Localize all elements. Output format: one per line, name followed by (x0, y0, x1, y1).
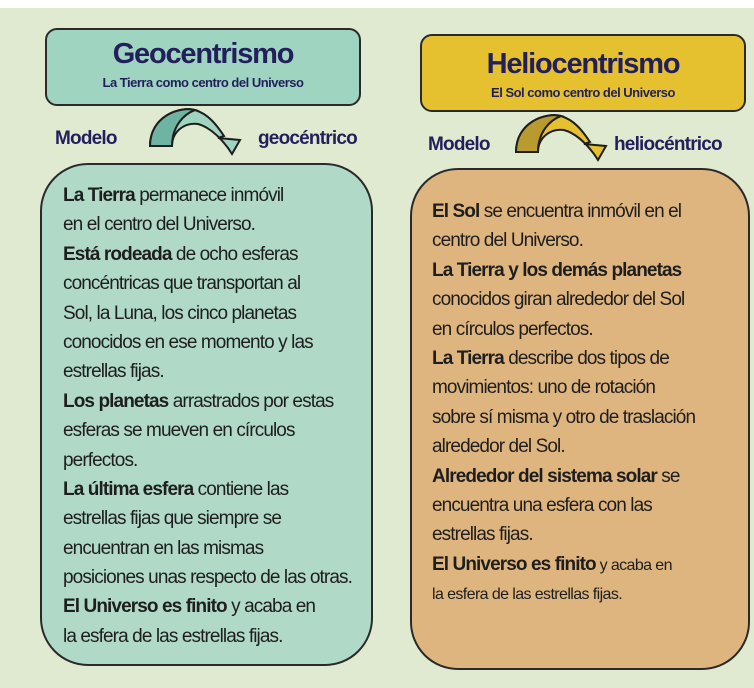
helio-model-label: Modelo (428, 134, 490, 155)
helio-model-type: heliocéntrico (614, 134, 722, 155)
line-text: permanece inmóvil (134, 185, 284, 206)
text-line (432, 285, 695, 314)
text-line (432, 373, 695, 402)
text-line (63, 357, 352, 386)
text-line (63, 446, 352, 475)
line-text: y acaba en (226, 596, 316, 618)
bold-phrase: Los planetas (63, 390, 169, 412)
text-line (63, 622, 352, 651)
text-line (63, 328, 352, 357)
bold-phrase: La Tierra (432, 347, 504, 369)
text-line (432, 550, 695, 579)
text-line (432, 432, 695, 461)
line-text: describe dos tipos de (503, 347, 669, 369)
text-line (63, 534, 352, 563)
line-text: posiciones unas respecto de las otras. (63, 567, 352, 589)
bold-phrase: El Universo es finito (63, 596, 227, 618)
line-text: y acaba en (595, 556, 672, 574)
geocentrismo-subtitle: La Tierra como centro del Universo (102, 75, 304, 90)
helio-curved-arrow-icon (506, 110, 616, 166)
heliocentrismo-subtitle: El Sol como centro del Universo (491, 85, 675, 100)
line-text: concéntricas que transportan al (63, 273, 301, 295)
line-text: de ocho esferas (171, 243, 298, 265)
line-text: perfectos. (63, 449, 138, 471)
heliocentrismo-text (432, 197, 695, 608)
text-line (432, 197, 695, 226)
text-line (63, 210, 352, 239)
text-line (432, 344, 695, 373)
text-line (63, 592, 352, 621)
text-line (432, 462, 695, 491)
text-line (432, 520, 695, 549)
line-text: la esfera de las estrellas fijas. (63, 625, 283, 647)
line-text: encuentran en las mismas (63, 537, 264, 559)
line-text: la esfera de las estrellas fijas. (432, 586, 623, 604)
bold-phrase: Está rodeada (63, 243, 172, 265)
geocentrismo-description-box (40, 163, 373, 666)
text-line (63, 269, 352, 298)
geocentrismo-text (63, 181, 352, 651)
text-line (432, 403, 695, 432)
bold-phrase: La Tierra y los demás planetas (432, 259, 682, 281)
text-line (63, 416, 352, 445)
line-text: en el centro del Universo. (63, 214, 256, 236)
text-line (63, 563, 352, 592)
line-text: sobre sí misma y otro de traslación (432, 406, 696, 428)
bold-phrase: La última esfera (63, 478, 194, 500)
line-text: movimientos: uno de rotación (432, 377, 655, 399)
geo-model-type: geocéntrico (258, 128, 357, 149)
geocentrismo-header (45, 28, 361, 106)
line-text: arrastrados por estas (168, 390, 334, 412)
text-line (432, 256, 695, 285)
line-text: alrededor del Sol. (432, 436, 565, 458)
line-text: se encuentra inmóvil en el (479, 201, 682, 222)
line-text: contiene las (193, 478, 289, 500)
heliocentrismo-title: Heliocentrismo (486, 48, 680, 80)
line-text: estrellas fijas que siempre se (63, 508, 281, 530)
text-line (432, 315, 695, 344)
geo-model-label: Modelo (55, 128, 117, 149)
line-text: encuentra una esfera con las (432, 494, 652, 516)
text-line (63, 240, 352, 269)
text-line (63, 387, 352, 416)
line-text: estrellas fijas. (432, 524, 533, 546)
line-text: centro del Universo. (432, 230, 583, 252)
line-text: conocidos en ese momento y las (63, 331, 313, 353)
geocentrismo-title: Geocentrismo (112, 38, 294, 70)
line-text: esferas se mueven en círculos (63, 420, 295, 442)
text-line (63, 504, 352, 533)
text-line (63, 181, 352, 210)
geo-curved-arrow-icon (140, 104, 250, 160)
heliocentrismo-description-box (410, 168, 750, 670)
text-line (432, 579, 695, 608)
bold-phrase: El Sol (432, 201, 480, 222)
text-line (63, 299, 352, 328)
line-text: en círculos perfectos. (432, 318, 593, 340)
line-text: se (656, 465, 680, 487)
heliocentrismo-header (420, 34, 746, 112)
line-text: conocidos giran alrededor del Sol (432, 289, 685, 311)
bold-phrase: Alrededor del sistema solar (432, 465, 657, 487)
text-line (432, 491, 695, 520)
bold-phrase: La Tierra (63, 185, 135, 206)
line-text: estrellas fijas. (63, 361, 164, 383)
bold-phrase: El Universo es finito (432, 553, 596, 575)
text-line (63, 475, 352, 504)
line-text: Sol, la Luna, los cinco planetas (63, 302, 297, 324)
text-line (432, 226, 695, 255)
